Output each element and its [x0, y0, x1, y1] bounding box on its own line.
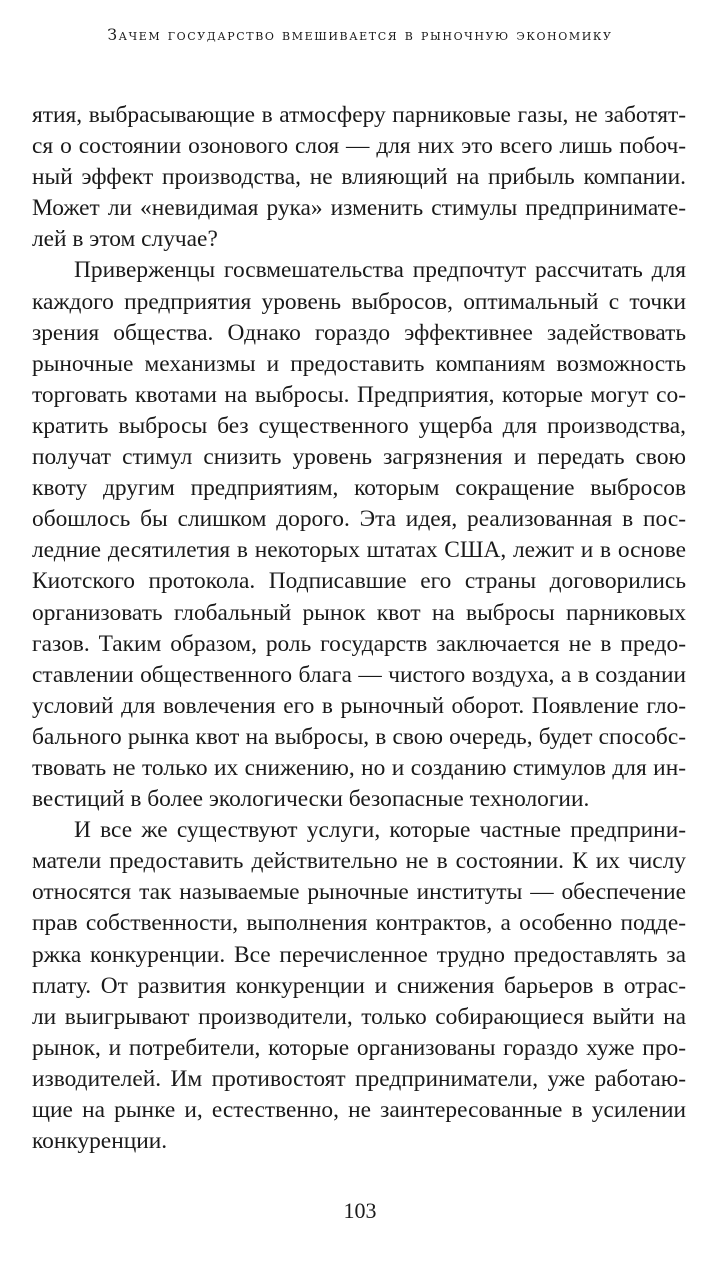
text-line: обошлось бы слишком дорого. Эта идея, реализованная в пос- [32, 506, 686, 533]
text-line: ный эффект производства, не влияющий на прибыль компании. [32, 164, 686, 191]
text-line: прав собственности, выполнения контрактов, а особенно подде- [32, 910, 686, 937]
text-line: конкуренции. [32, 1128, 168, 1155]
text-line: каждого предприятия уровень выбросов, оптимальный с точки [32, 288, 686, 315]
text-line: ставлении общественного блага — чистого воздуха, а в создании [32, 661, 686, 688]
text-line: торговать квотами на выбросы. Предприятия, которые могут со- [32, 381, 686, 408]
text-line: получат стимул снизить уровень загрязнения и передать свою [32, 444, 686, 471]
text-line: организовать глобальный рынок квот на выбросы парниковых [32, 599, 686, 626]
paragraph-2 [32, 255, 686, 815]
text-line: Может ли «невидимая рука» изменить стимулы предпринимате- [32, 195, 686, 222]
text-line: ятия, выбрасывающие в атмосферу парниковые газы, не заботят- [32, 102, 686, 128]
text-line: твовать не только их снижению, но и созданию стимулов для ин- [32, 754, 686, 781]
text-line: Киотского протокола. Подписавшие его страны договорились [32, 568, 686, 595]
text-line: лей в этом случае? [32, 226, 218, 253]
text-line: рыночные механизмы и предоставить компаниям возможность [32, 350, 686, 377]
text-line: плату. От развития конкуренции и снижения барьеров в отрас- [32, 972, 686, 999]
text-line: щие на рынке и, естественно, не заинтересованные в усилении [32, 1097, 686, 1123]
running-header: Зачем государство вмешивается в рыночную экономику [107, 26, 613, 44]
text-line: ся о состоянии озонового слоя — для них это всего лишь побоч- [32, 133, 686, 160]
text-line: условий для вовлечения его в рыночный оборот. Появление гло- [32, 692, 686, 719]
text-line: квоту другим предприятиям, которым сокращение выбросов [32, 475, 686, 502]
body-text [32, 100, 686, 1157]
text-line: кратить выбросы без существенного ущерба для производства, [32, 412, 686, 439]
text-line: изводителей. Им противостоят предприниматели, уже работаю- [32, 1065, 686, 1092]
text-line: вестиций в более экологически безопасные технологии. [32, 786, 590, 813]
text-line: ледние десятилетия в некоторых штатах США, лежит и в основе [32, 537, 686, 564]
text-line: зрения общества. Однако гораздо эффективнее задействовать [32, 319, 686, 346]
text-line: бального рынка квот на выбросы, в свою очередь, будет способс- [32, 723, 686, 750]
text-line: Приверженцы госвмешательства предпочтут рассчитать для [74, 257, 686, 284]
text-line: газов. Таким образом, роль государств заключается не в предо- [32, 630, 686, 657]
paragraph-3 [32, 815, 686, 1157]
text-line: матели предоставить действительно не в состоянии. К их числу [32, 848, 686, 875]
text-line: ржка конкуренции. Все перечисленное трудно предоставлять за [32, 941, 686, 968]
paragraph-1 [32, 100, 686, 255]
text-line: относятся так называемые рыночные институты — обеспечение [32, 879, 686, 906]
text-line: И все же существуют услуги, которые частные предприни- [74, 817, 686, 844]
text-line: рынок, и потребители, которые организованы гораздо хуже про- [32, 1034, 686, 1061]
page-number: 103 [343, 1198, 377, 1223]
text-line: ли выигрывают производители, только собирающиеся выйти на [32, 1003, 686, 1030]
